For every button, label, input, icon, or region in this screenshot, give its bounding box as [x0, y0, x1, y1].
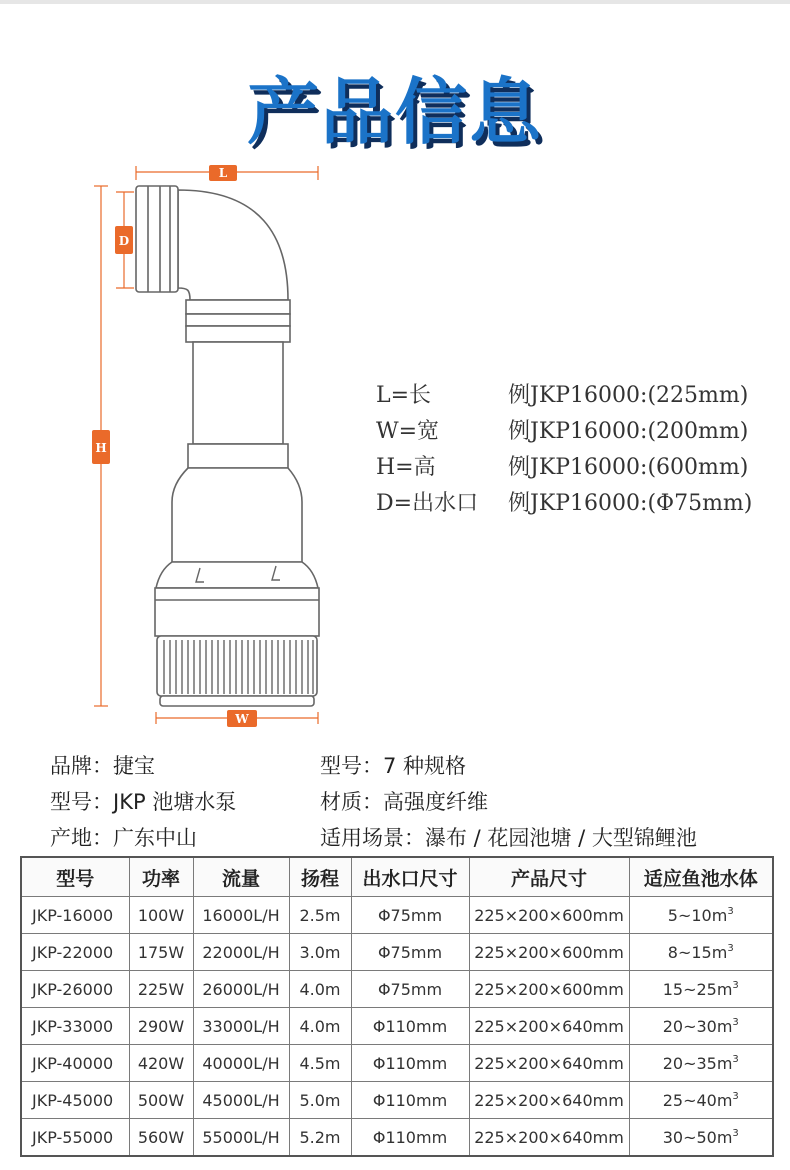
power-cell: 290W [129, 1008, 193, 1045]
table-row [21, 897, 773, 934]
spec-example: 例JKP16000:(200mm) [508, 419, 749, 444]
table-row [21, 934, 773, 971]
table-row [21, 1082, 773, 1119]
spec-row-length [376, 378, 752, 414]
head-cell: 3.0m [289, 934, 351, 971]
page-title: 产品信息 [246, 70, 543, 154]
header-power: 功率 [129, 857, 193, 897]
model-spec-table [20, 856, 774, 1157]
power-cell: 420W [129, 1045, 193, 1082]
spec-key: D=出水口 [376, 491, 479, 516]
outlet-cell: Φ75mm [351, 971, 469, 1008]
outlet-cell: Φ75mm [351, 897, 469, 934]
spec-row-outlet [376, 486, 752, 522]
power-cell: 225W [129, 971, 193, 1008]
volume-cell: $30\sim 50m^3$ [629, 1119, 773, 1157]
outlet-cell: Φ75mm [351, 934, 469, 971]
head-cell: 5.2m [289, 1119, 351, 1157]
flow-cell: 33000L/H [193, 1008, 289, 1045]
spec-example: 例JKP16000:(Φ75mm) [508, 491, 753, 516]
flow-cell: 45000L/H [193, 1082, 289, 1119]
length-label: L [218, 166, 228, 180]
height-label: H [95, 441, 107, 455]
head-cell: 4.0m [289, 971, 351, 1008]
volume-cell: $20\sim 30m^3$ [629, 1008, 773, 1045]
outlet-cell: Φ110mm [351, 1045, 469, 1082]
table-row [21, 1045, 773, 1082]
model-cell: JKP-33000 [21, 1008, 129, 1045]
power-cell: 560W [129, 1119, 193, 1157]
flow-cell: 22000L/H [193, 934, 289, 971]
flow-cell: 40000L/H [193, 1045, 289, 1082]
volume-cell: $15\sim 25m^3$ [629, 971, 773, 1008]
size-cell: 225×200×600mm [469, 971, 629, 1008]
header-outlet: 出水口尺寸 [351, 857, 469, 897]
top-divider [0, 0, 790, 4]
header-model: 型号 [21, 857, 129, 897]
flow-cell: 55000L/H [193, 1119, 289, 1157]
dimension-legend [376, 378, 752, 522]
spec-key: H=高 [376, 455, 436, 480]
power-cell: 175W [129, 934, 193, 971]
outlet-label: D [118, 234, 130, 248]
model-cell: JKP-22000 [21, 934, 129, 971]
header-flow: 流量 [193, 857, 289, 897]
size-cell: 225×200×600mm [469, 897, 629, 934]
table-row [21, 1008, 773, 1045]
spec-key: L=长 [376, 383, 432, 408]
outlet-cell: Φ110mm [351, 1082, 469, 1119]
model-cell: JKP-45000 [21, 1082, 129, 1119]
table-row [21, 971, 773, 1008]
header-head: 扬程 [289, 857, 351, 897]
header-volume: 适应鱼池水体 [629, 857, 773, 897]
table-row [21, 1119, 773, 1157]
volume-cell: $20\sim 35m^3$ [629, 1045, 773, 1082]
outlet-cell: Φ110mm [351, 1119, 469, 1157]
width-label: W [235, 712, 249, 726]
model-cell: JKP-55000 [21, 1119, 129, 1157]
volume-cell: $8\sim 15m^3$ [629, 934, 773, 971]
volume-cell: $25\sim 40m^3$ [629, 1082, 773, 1119]
pump-diagram [80, 160, 340, 730]
table-header-row [21, 857, 773, 897]
model-cell: JKP-40000 [21, 1045, 129, 1082]
power-cell: 100W [129, 897, 193, 934]
scenario-info: 适用场景：瀑布 / 花园池塘 / 大型锦鲤池 [320, 826, 697, 850]
spec-row-height [376, 450, 752, 486]
flow-cell: 16000L/H [193, 897, 289, 934]
brand-info: 品牌：捷宝 [50, 754, 155, 778]
header-size: 产品尺寸 [469, 857, 629, 897]
spec-example: 例JKP16000:(600mm) [508, 455, 749, 480]
power-cell: 500W [129, 1082, 193, 1119]
head-cell: 4.5m [289, 1045, 351, 1082]
volume-cell: $5\sim 10m^3$ [629, 897, 773, 934]
size-cell: 225×200×600mm [469, 934, 629, 971]
model-type-info: 型号：JKP 池塘水泵 [50, 790, 237, 814]
spec-key: W=宽 [376, 419, 440, 444]
model-count-info: 型号：7 种规格 [320, 754, 467, 778]
head-cell: 5.0m [289, 1082, 351, 1119]
outlet-cell: Φ110mm [351, 1008, 469, 1045]
size-cell: 225×200×640mm [469, 1082, 629, 1119]
model-cell: JKP-16000 [21, 897, 129, 934]
origin-info: 产地：广东中山 [50, 826, 197, 850]
head-cell: 4.0m [289, 1008, 351, 1045]
size-cell: 225×200×640mm [469, 1008, 629, 1045]
spec-row-width [376, 414, 752, 450]
size-cell: 225×200×640mm [469, 1045, 629, 1082]
head-cell: 2.5m [289, 897, 351, 934]
size-cell: 225×200×640mm [469, 1119, 629, 1157]
flow-cell: 26000L/H [193, 971, 289, 1008]
material-info: 材质：高强度纤维 [320, 790, 488, 814]
spec-example: 例JKP16000:(225mm) [508, 383, 749, 408]
model-cell: JKP-26000 [21, 971, 129, 1008]
